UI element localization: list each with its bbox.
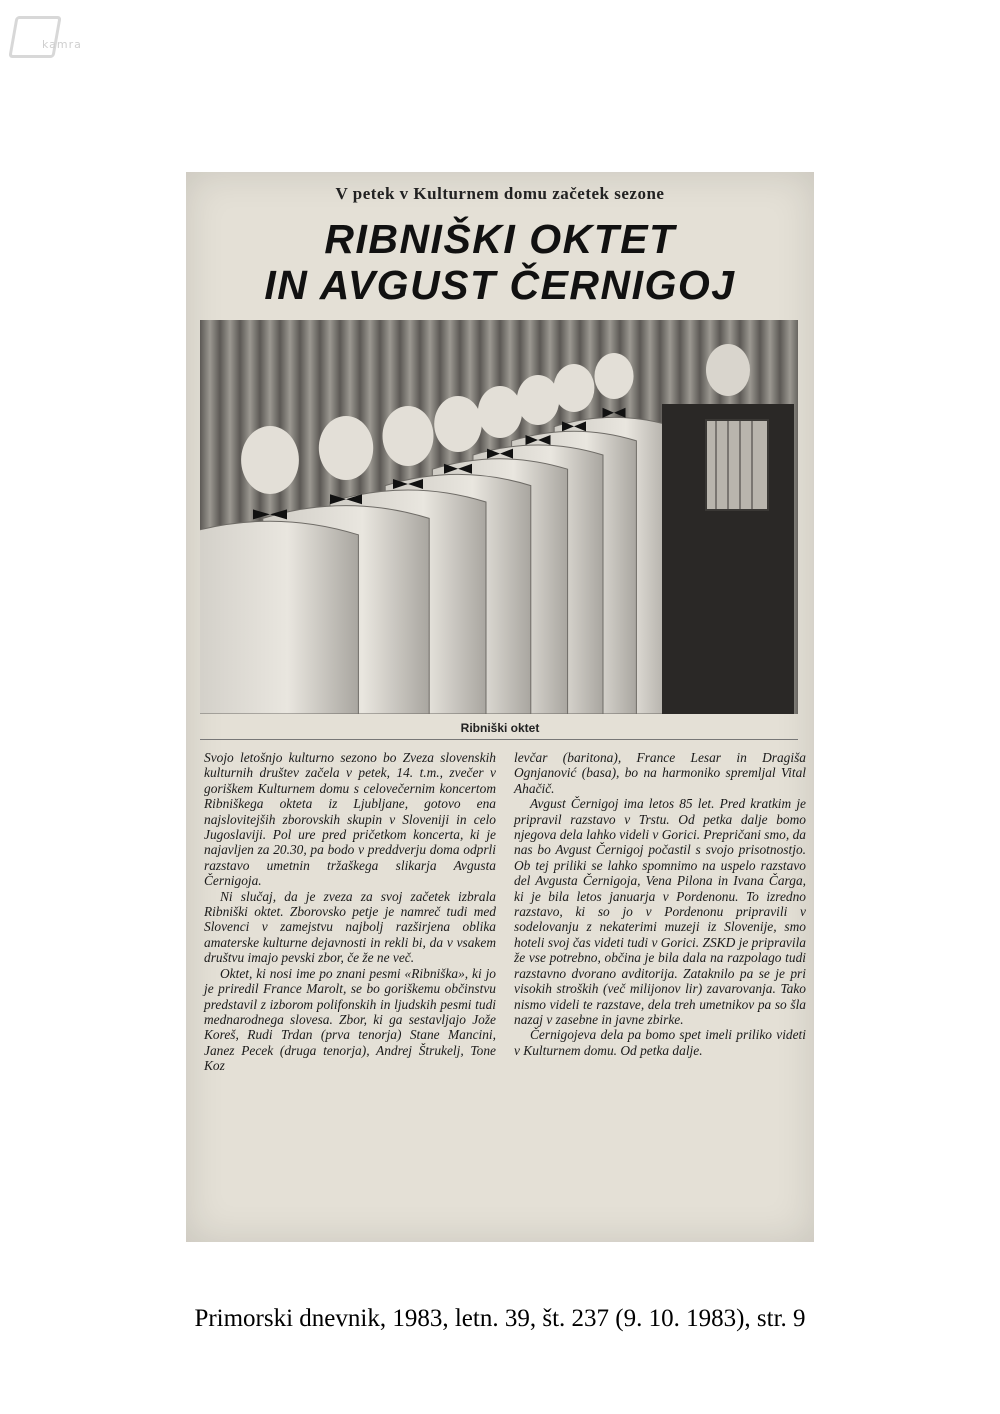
caption-divider bbox=[200, 739, 798, 740]
article-kicker: V petek v Kulturnem domu začetek sezone bbox=[335, 184, 665, 203]
newspaper-clipping bbox=[186, 172, 814, 1242]
paragraph: Avgust Černigoj ima letos 85 let. Pred kratkim je pripravil razstavo v Trstu. Od petka dalje bomo njegova dela lahko videli v Gorici. Prepričani smo, da nas bo Avgust Černigoj počastil s svojo prisotnostjo. Ob tej priliki se lahko spomnimo na uspelo razstavo del Avgusta Černigoja, Vena Pilona in Ivana Čarga, ki je bila letos januarja v Pordenonu. To izredno razstavo, ki so jo v Pordenonu pripravili v sodelovanju z nekaterimi muzeji iz Slovenije, smo hoteli svoj čas videti tudi v Gorici. ZSKD je pripravila že vse potrebno, občina je bila dala na razpolago tudi razstavno dvorano avditorija. Zataknilo pa se je pri visokih stroških (več milijonov lir) zavarovanja. Tako nismo videli te razstave, dela treh umetnikov pa so šla nazaj v zasebne in javne zbirke. bbox=[514, 796, 806, 1027]
logo-text: kamra bbox=[42, 38, 82, 51]
singer-head bbox=[517, 375, 560, 425]
singer-head bbox=[554, 364, 595, 412]
singer-head bbox=[478, 386, 522, 438]
singer-head bbox=[594, 353, 633, 399]
paragraph: levčar (baritona), France Lesar in Dragiša Ognjanović (basa), bo na harmoniko spremljal Vital Ahačič. bbox=[514, 750, 806, 796]
kamra-logo bbox=[8, 12, 108, 60]
paragraph: Svojo letošnjo kulturno sezono bo Zveza slovenskih kulturnih društev začela v petek, 14. t.m., zvečer v goriškem Kulturnem domu s celovečernim koncertom Ribniškega okteta iz Ljubljane, gotovo ena najslovitejših zborovskih skupin v Sloveniji in celo Jugoslaviji. Pol ure pred pričetkom koncerta, ki je najavljen za 20.30, pa bodo v preddverju doma odprli razstavo umetnin tržaškega slikarja Avgusta Černigoja. bbox=[204, 750, 496, 889]
singer-head bbox=[319, 416, 373, 480]
article-headline bbox=[186, 216, 814, 308]
headline-line-2: IN AVGUST ČERNIGOJ bbox=[264, 262, 736, 308]
headline-line-1: RIBNIŠKI OKTET bbox=[324, 216, 676, 262]
article-column-2 bbox=[514, 750, 806, 1058]
article-column-1 bbox=[204, 750, 496, 1074]
paragraph: Černigojeva dela pa bomo spet imeli priliko videti v Kulturnem domu. Od petka dalje. bbox=[514, 1027, 806, 1058]
paragraph: Ni slučaj, da je zveza za svoj začetek izbrala Ribniški oktet. Zborovsko petje je namreč tudi med Slovenci v zamejstvu najbolj razširjena oblika amaterske kulturne dejavnosti in rekli bi, da v vsakem društvu imajo pevski zbor, če že ne več. bbox=[204, 888, 496, 966]
octet-photo bbox=[200, 320, 798, 714]
singer-figure bbox=[200, 521, 358, 714]
singer-head bbox=[434, 396, 482, 452]
source-citation: Primorski dnevnik, 1983, letn. 39, št. 237 (9. 10. 1983), str. 9 bbox=[194, 1305, 806, 1332]
photo-caption: Ribniški oktet bbox=[460, 721, 540, 735]
singer-head bbox=[241, 426, 299, 494]
logo-mark-icon bbox=[8, 16, 61, 58]
singer-head bbox=[383, 406, 434, 466]
paragraph: Oktet, ki nosi ime po znani pesmi «Ribniška», ki jo je priredil France Marolt, se bo goriškemu občinstvu predstavil z izborom polifonskih in ljudskih pesmi tudi mednarodnega slovesa. Zbor, ki ga sestavljajo Jože Koreš, Rudi Trdan (prva tenorja) Stane Mancini, Janez Pecek (druga tenorja), Andrej Štrukelj, Tone Koz bbox=[204, 965, 496, 1074]
octet-photo-illustration bbox=[200, 320, 798, 714]
